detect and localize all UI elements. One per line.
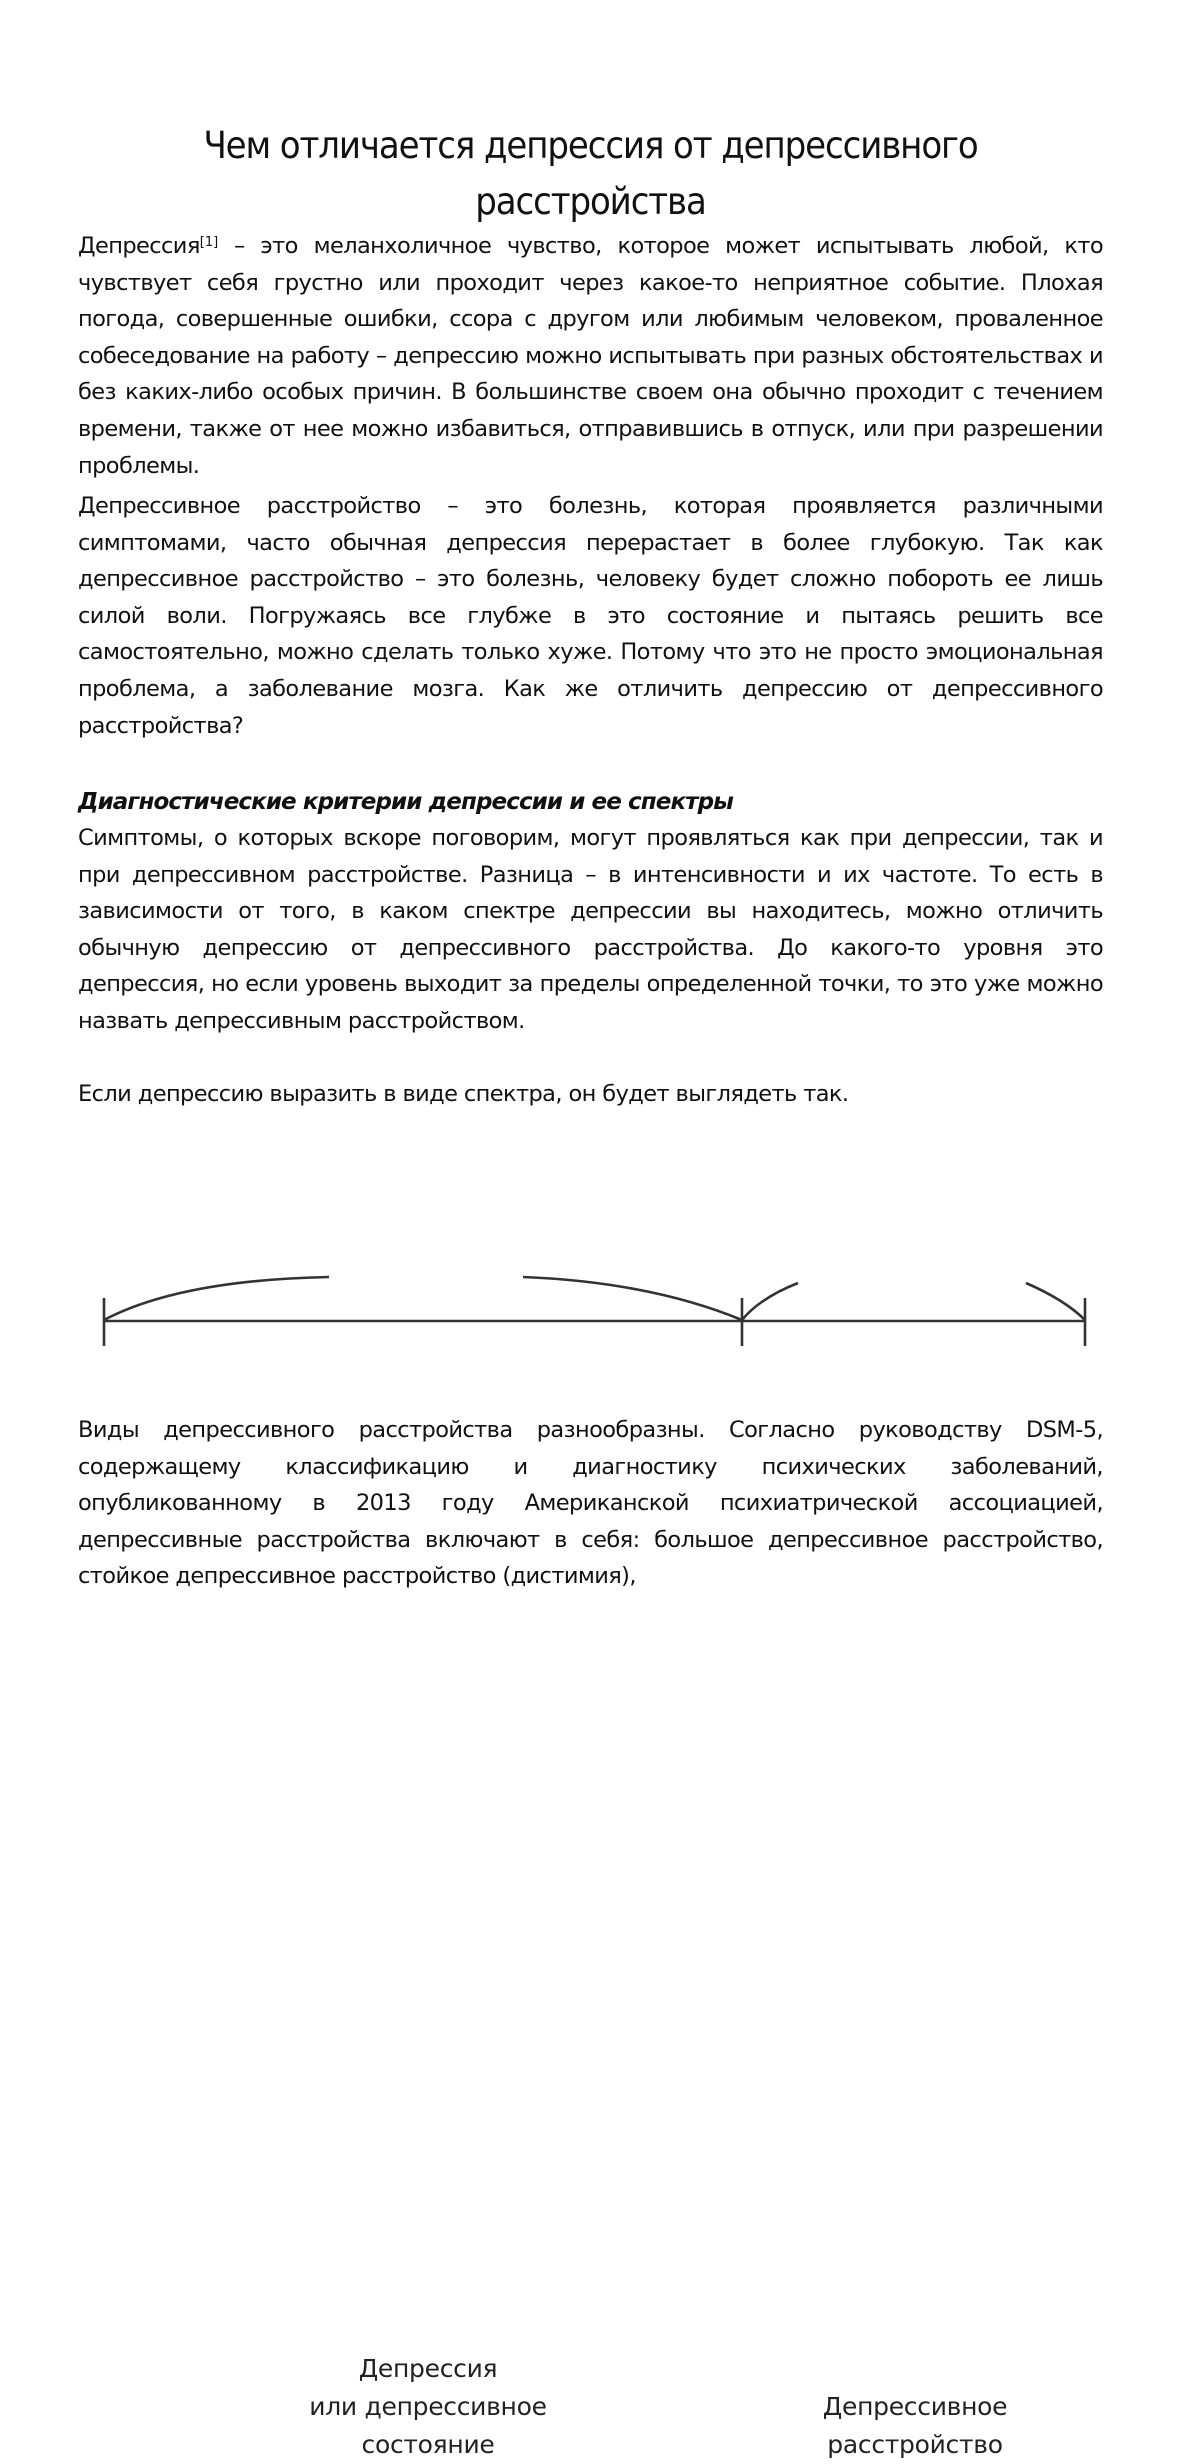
spectrum-label-depression <box>268 2350 588 2464</box>
paragraph-disorder-definition: Депрессивное расстройство – это болезнь, которая проявляется различными симптомами, часто обычная депрессия перерастает в более глубокую. Так как депрессивное расстройство – это болезнь, человеку будет сложно побороть ее лишь силой воли. Погружаясь все глубже в это состояние и пытаясь решить все самостоятельно, можно сделать только хуже. Потому что это не просто эмоциональная проблема, а заболевание мозга. Как же отличить депрессию от депрессивного расстройства? <box>78 493 1103 739</box>
paragraph-lead-term: Депрессия <box>78 233 200 259</box>
paragraph-dsm5: Виды депрессивного расстройства разнообразны. Согласно руководству DSM-5, содержащему классификацию и диагностику психических заболеваний, опубликованному в 2013 году Американской психиатрической ассоциацией, депрессивные расстройства включают в себя: большое депрессивное расстройство, стойкое депрессивное расстройство (дистимия), <box>78 1417 1103 1590</box>
label-line: расстройство <box>827 2430 1003 2459</box>
paragraph-text: – это меланхоличное чувство, которое может испытывать любой, кто чувствует себя грустно или проходит через какое-то неприятное событие. Плохая погода, совершенные ошибки, ссора с другом или любимым человеком, проваленное собеседование на работу – депрессию можно испытывать при разных обстоятельствах и без каких-либо особых причин. В большинстве своем она обычно проходит с течением времени, также от нее можно избавиться, отправившись в отпуск, или при разрешении проблемы. <box>78 233 1103 479</box>
label-line: состояние <box>361 2430 495 2459</box>
spectrum-line-graphic <box>0 1170 1181 1370</box>
right-brace-right-arc <box>1026 1283 1085 1320</box>
right-brace-left-arc <box>742 1283 798 1320</box>
page-title: Чем отличается депрессия от депрессивного расстройства <box>203 124 978 223</box>
label-line: или депрессивное <box>309 2392 547 2421</box>
label-line: Депрессия <box>358 2354 498 2383</box>
spectrum-label-disorder <box>780 2388 1050 2464</box>
footnote-link[interactable]: [1] <box>199 235 219 250</box>
paragraph-spectrum-intro: Если депрессию выразить в виде спектра, он будет выглядеть так. <box>78 1081 849 1107</box>
left-brace-left-arc <box>104 1277 329 1320</box>
paragraph-symptoms: Симптомы, о которых вскоре поговорим, могут проявляться как при депрессии, так и при депрессивном расстройстве. Разница – в интенсивности и их частоте. То есть в зависимости от того, в каком спектре депрессии вы находитесь, можно отличить обычную депрессию от депрессивного расстройства. До какого-то уровня это депрессия, но если уровень выходит за пределы определенной точки, то это уже можно назвать депрессивным расстройством. <box>78 825 1103 1034</box>
label-line: Депрессивное <box>822 2392 1008 2421</box>
paragraph-depression-definition <box>78 228 1103 484</box>
section-heading: Диагностические критерии депрессии и ее спектры <box>78 789 734 815</box>
left-brace-right-arc <box>523 1277 742 1320</box>
